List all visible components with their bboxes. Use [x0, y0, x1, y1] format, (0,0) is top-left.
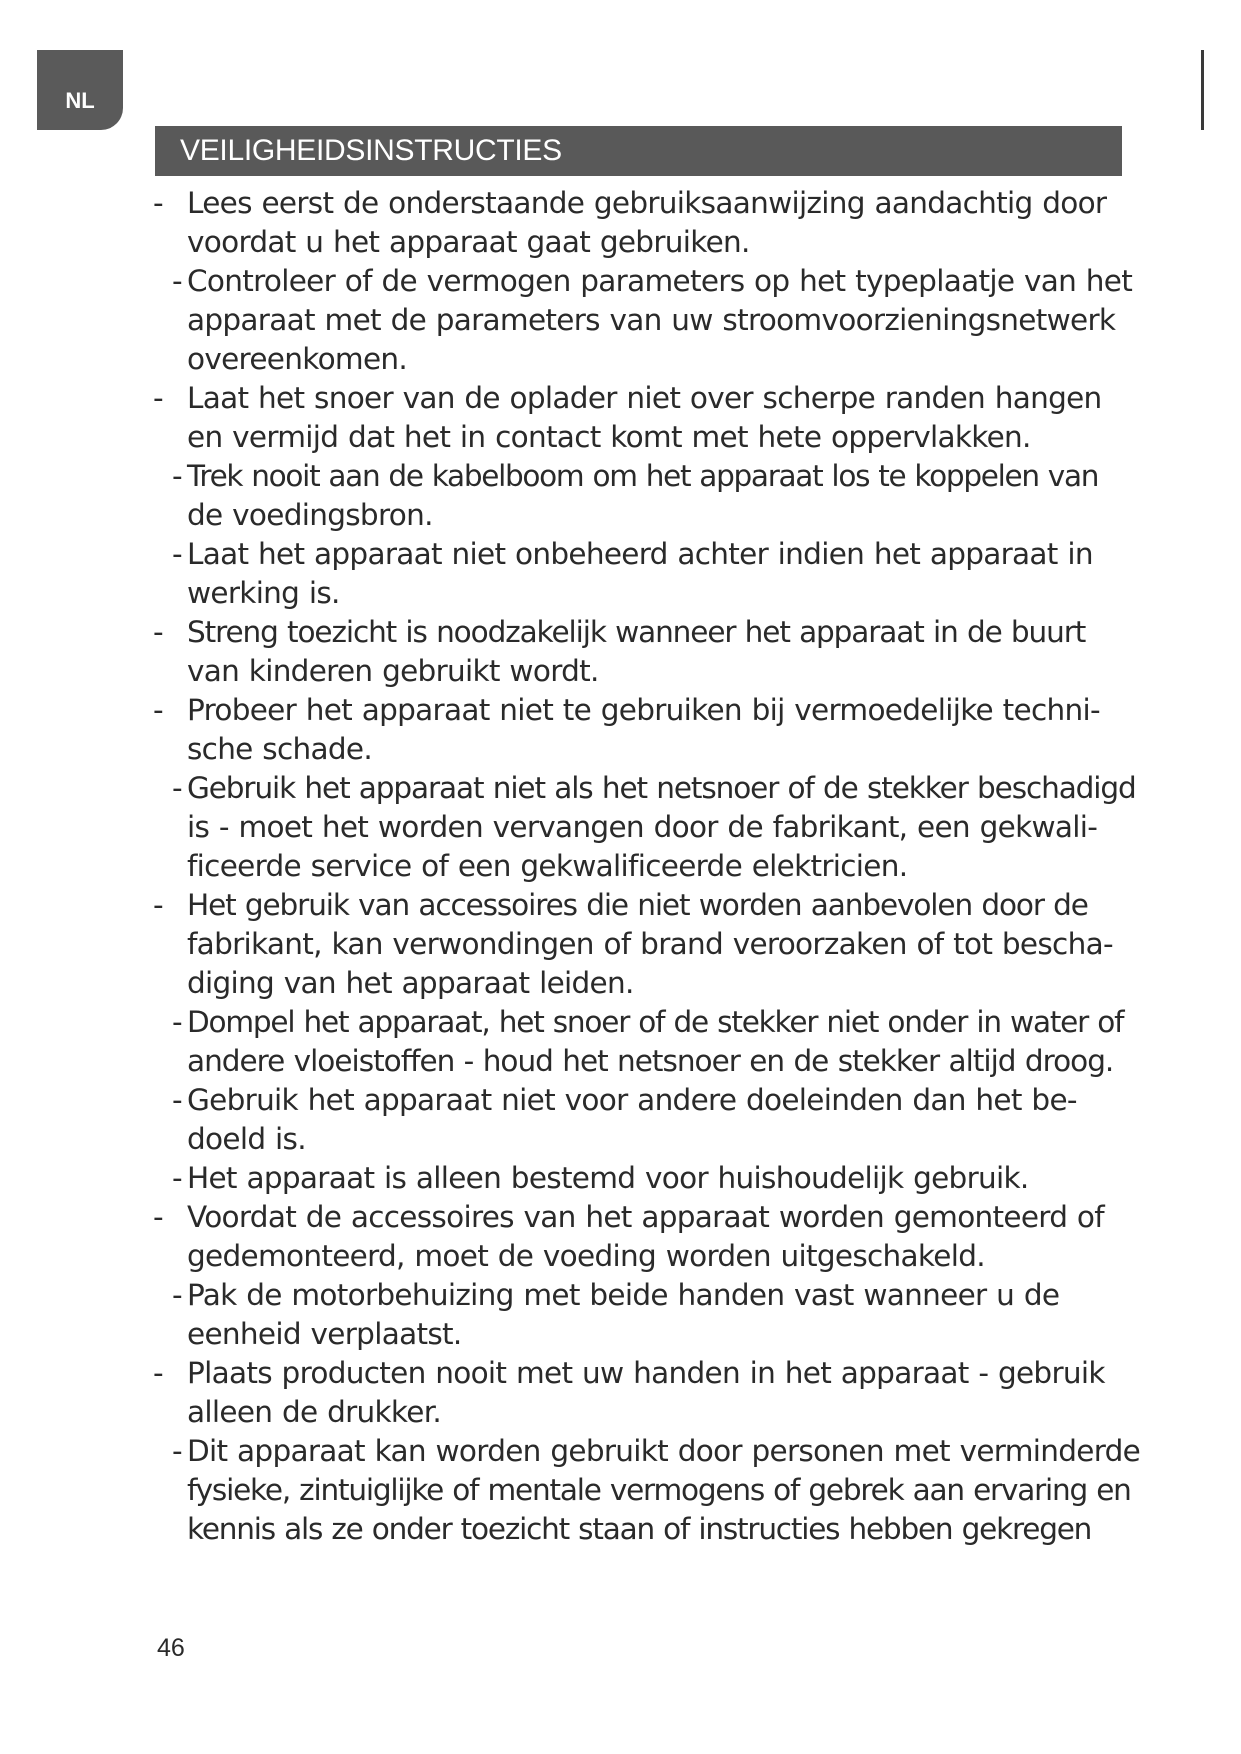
list-item-line: voordat u het apparaat gaat gebruiken. — [187, 225, 750, 259]
list-item-line: Plaats producten nooit met uw handen in het apparaat - gebruik — [187, 1356, 1105, 1390]
list-item — [150, 1354, 1170, 1432]
list-item — [150, 379, 1170, 457]
list-item-line: Dit apparaat kan worden gebruikt door personen met verminderde — [187, 1434, 1141, 1468]
list-item-line: Het apparaat is alleen bestemd voor huishoudelijk gebruik. — [187, 1161, 1029, 1195]
list-item — [150, 1159, 1170, 1198]
list-dash: - — [172, 1083, 182, 1117]
list-dash: - — [153, 615, 163, 649]
list-item-line: eenheid verplaatst. — [187, 1317, 462, 1351]
list-item-line: van kinderen gebruikt wordt. — [187, 654, 599, 688]
list-dash: - — [172, 1278, 182, 1312]
list-item-line: werking is. — [187, 576, 340, 610]
safety-instructions-list — [150, 184, 1170, 1549]
list-item-line: Streng toezicht is noodzakelijk wanneer het apparaat in de buurt — [187, 615, 1086, 649]
list-item-line: andere vloeistoffen - houd het netsnoer en de stekker altijd droog. — [187, 1044, 1114, 1078]
list-item — [150, 1276, 1170, 1354]
list-dash: - — [172, 459, 182, 493]
list-item-line: alleen de drukker. — [187, 1395, 442, 1429]
list-item-line: Laat het snoer van de oplader niet over scherpe randen hangen — [187, 381, 1102, 415]
list-item-line: gedemonteerd, moet de voeding worden uitgeschakeld. — [187, 1239, 985, 1273]
language-tab-label: NL — [65, 88, 95, 113]
list-dash: - — [153, 381, 163, 415]
list-item — [150, 1003, 1170, 1081]
list-item-line: Voordat de accessoires van het apparaat worden gemonteerd of — [187, 1200, 1104, 1234]
list-item-line: Lees eerst de onderstaande gebruiksaanwijzing aandachtig door — [187, 186, 1107, 220]
list-item-line: Gebruik het apparaat niet als het netsnoer of de stekker beschadigd — [187, 771, 1136, 805]
list-item-line: Het gebruik van accessoires die niet worden aanbevolen door de — [187, 888, 1088, 922]
list-item — [150, 1081, 1170, 1159]
list-dash: - — [153, 888, 163, 922]
list-item — [150, 262, 1170, 379]
language-tab — [37, 50, 123, 130]
list-dash: - — [153, 186, 163, 220]
list-item-line: Probeer het apparaat niet te gebruiken bij vermoedelijke techni- — [187, 693, 1100, 727]
list-item — [150, 691, 1170, 769]
list-dash: - — [172, 1161, 182, 1195]
list-item — [150, 1198, 1170, 1276]
list-dash: - — [153, 1200, 163, 1234]
list-dash: - — [172, 264, 182, 298]
list-item-line: en vermijd dat het in contact komt met hete oppervlakken. — [187, 420, 1031, 454]
list-dash: - — [172, 771, 182, 805]
page-edge-line — [1201, 50, 1204, 130]
list-item-line: Laat het apparaat niet onbeheerd achter indien het apparaat in — [187, 537, 1093, 571]
page-number: 46 — [157, 1634, 185, 1662]
list-item-line: overeenkomen. — [187, 342, 408, 376]
list-dash: - — [172, 1434, 182, 1468]
list-item — [150, 613, 1170, 691]
list-item — [150, 184, 1170, 262]
list-item-line: sche schade. — [187, 732, 373, 766]
list-item-line: Dompel het apparaat, het snoer of de stekker niet onder in water of — [187, 1005, 1124, 1039]
list-item — [150, 535, 1170, 613]
list-item-line: diging van het apparaat leiden. — [187, 966, 634, 1000]
list-item-line: de voedingsbron. — [187, 498, 433, 532]
list-dash: - — [153, 693, 163, 727]
list-dash: - — [172, 1005, 182, 1039]
list-item — [150, 886, 1170, 1003]
list-item-line: Gebruik het apparaat niet voor andere doeleinden dan het be- — [187, 1083, 1077, 1117]
list-item-line: kennis als ze onder toezicht staan of instructies hebben gekregen — [187, 1512, 1092, 1546]
list-item — [150, 769, 1170, 886]
list-item-line: Controleer of de vermogen parameters op het typeplaatje van het — [187, 264, 1133, 298]
list-item-line: apparaat met de parameters van uw stroomvoorzieningsnetwerk — [187, 303, 1116, 337]
list-item-line: Pak de motorbehuizing met beide handen vast wanneer u de — [187, 1278, 1060, 1312]
list-item-line: fysieke, zintuiglijke of mentale vermogens of gebrek aan ervaring en — [187, 1473, 1131, 1507]
section-header — [155, 126, 1122, 176]
list-item-line: Trek nooit aan de kabelboom om het apparaat los te koppelen van — [187, 459, 1099, 493]
section-title: VEILIGHEIDSINSTRUCTIES — [180, 134, 562, 167]
list-dash: - — [153, 1356, 163, 1390]
list-item-line: is - moet het worden vervangen door de fabrikant, een gekwali- — [187, 810, 1098, 844]
list-item-line: ficeerde service of een gekwalificeerde elektricien. — [187, 849, 908, 883]
list-item-line: fabrikant, kan verwondingen of brand veroorzaken of tot bescha- — [187, 927, 1113, 961]
list-dash: - — [172, 537, 182, 571]
list-item — [150, 457, 1170, 535]
list-item-line: doeld is. — [187, 1122, 306, 1156]
list-item — [150, 1432, 1170, 1549]
